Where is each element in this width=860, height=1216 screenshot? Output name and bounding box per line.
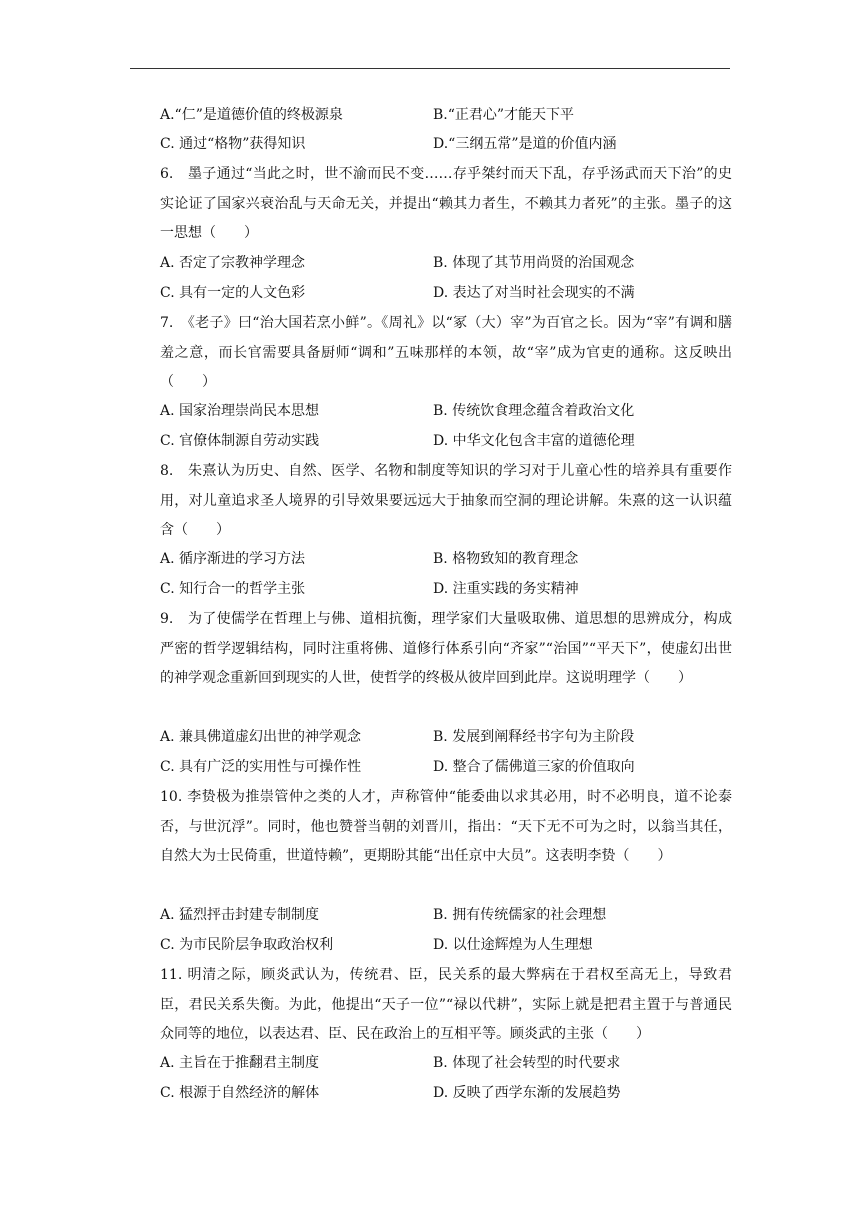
q5-option-d: D.“三纲五常”是道的价值内涵	[433, 136, 617, 152]
q11-option-d: D. 反映了西学东渐的发展趋势	[433, 1085, 621, 1101]
q10-stem: 10. 李贽极为推崇管仲之类的人才，声称管仲“能委曲以求其必用，时不必明良，道不论泰否，与世沉浮”。同时，他也赞誉当朝的刘晋川，指出：“天下无不可为之时，以翁当其任，自然大为士民倚重，世道恃赖”，更期盼其能“出任京中大员”。这表明李贽（ ）	[160, 789, 732, 865]
q10-option-a: A. 猛烈抨击封建专制制度	[160, 907, 320, 923]
q9-option-b: B. 发展到阐释经书字句为主阶段	[433, 729, 635, 745]
q5-option-b: B.“正君心”才能天下平	[433, 107, 575, 123]
q7-stem: 7. 《老子》曰“治大国若烹小鲜”。《周礼》以“冢（大）宰”为百官之长。因为“宰”有调和膳羞之意，而长官需要具备厨师“调和”五味那样的本领，故“宰”成为官吏的通称。这反映出（ ）	[160, 315, 732, 391]
q6-option-c: C. 具有一定的人文色彩	[160, 285, 306, 301]
q8-option-c: C. 知行合一的哲学主张	[160, 581, 306, 597]
q9-option-c: C. 具有广泛的实用性与可操作性	[160, 759, 362, 775]
q9-option-a: A. 兼具佛道虚幻出世的神学观念	[160, 729, 362, 745]
q8-option-d: D. 注重实践的务实精神	[433, 581, 579, 597]
q11-option-b: B. 体现了社会转型的时代要求	[433, 1055, 621, 1071]
q7-option-b: B. 传统饮食理念蕴含着政治文化	[433, 403, 635, 419]
q6-stem: 6. 墨子通过“当此之时，世不渝而民不变……存乎桀纣而天下乱，存乎汤武而天下治”的史实论证了国家兴衰治乱与天命无关，并提出“赖其力者生，不赖其力者死”的主张。墨子的这一思想（ ）	[160, 166, 732, 242]
q11-stem: 11. 明清之际，顾炎武认为，传统君、臣，民关系的最大弊病在于君权至高无上，导致君臣，君民关系失衡。为此，他提出“天子一位”“禄以代耕”，实际上就是把君主置于与普通民众同等的地位，以表达君、臣、民在政治上的互相平等。顾炎武的主张（ ）	[160, 967, 732, 1043]
q7-option-a: A. 国家治理崇尚民本思想	[160, 403, 320, 419]
q10-option-c: C. 为市民阶层争取政治权利	[160, 937, 334, 953]
q5-option-c: C. 通过“格物”获得知识	[160, 136, 306, 152]
q8-option-a: A. 循序渐进的学习方法	[160, 551, 306, 567]
q7-option-d: D. 中华文化包含丰富的道德伦理	[433, 433, 635, 449]
q8-option-b: B. 格物致知的教育理念	[433, 551, 579, 567]
q9-option-d: D. 整合了儒佛道三家的价值取向	[433, 759, 635, 775]
q10-option-b: B. 拥有传统儒家的社会理想	[433, 907, 607, 923]
q11-option-a: A. 主旨在于推翻君主制度	[160, 1055, 320, 1071]
q11-option-c: C. 根源于自然经济的解体	[160, 1085, 320, 1101]
q6-option-b: B. 体现了其节用尚贤的治国观念	[433, 255, 635, 271]
q9-stem: 9. 为了使儒学在哲理上与佛、道相抗衡，理学家们大量吸取佛、道思想的思辨成分，构成严密的哲学逻辑结构，同时注重将佛、道修行体系引向“齐家”“治国”“平天下”，使虚幻出世的神学观念重新回到现实的人世，使哲学的终极从彼岸回到此岸。这说明理学（ ）	[160, 611, 732, 687]
q6-option-a: A. 否定了宗教神学理念	[160, 255, 306, 271]
q6-option-d: D. 表达了对当时社会现实的不满	[433, 285, 635, 301]
q8-stem: 8. 朱熹认为历史、自然、医学、名物和制度等知识的学习对于儿童心性的培养具有重要作用，对儿童追求圣人境界的引导效果要远远大于抽象而空洞的理论讲解。朱熹的这一认识蕴含（ ）	[160, 463, 732, 539]
q5-option-a: A.“仁”是道德价值的终极源泉	[160, 107, 343, 123]
q7-option-c: C. 官僚体制源自劳动实践	[160, 433, 320, 449]
q10-option-d: D. 以仕途辉煌为人生理想	[433, 937, 593, 953]
